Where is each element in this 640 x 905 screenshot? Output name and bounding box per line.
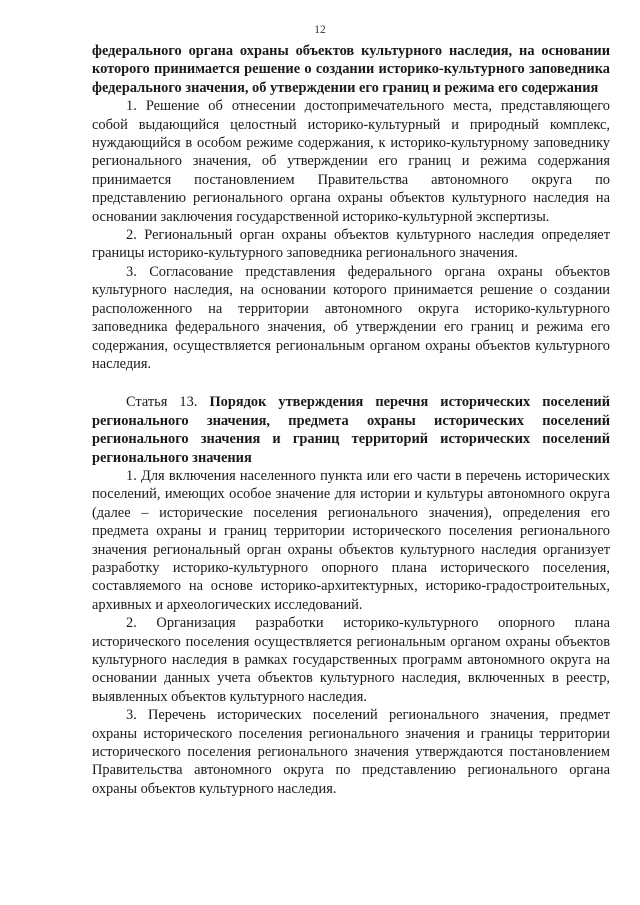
- paragraph-a-2: 2. Региональный орган охраны объектов культурного наследия определяет границы историко-культурного заповедника регионального значения.: [92, 227, 610, 262]
- document-body: [92, 42, 610, 798]
- paragraph-b-3: 3. Перечень исторических поселений регионального значения, предмет охраны исторического поселения регионального значения и границы территории исторического поселения регионального значения утверждаются постановлением Правительства автономного округа по представлению регионального органа охраны объектов культурного наследия.: [92, 707, 610, 797]
- article-number: Статья 13.: [126, 394, 198, 411]
- paragraph-b-1: 1. Для включения населенного пункта или его части в перечень исторических поселений, имеющих особое значение для истории и культуры автономного округа (далее – исторические поселения регионального значения), определения его предмета охраны и границ территории исторического поселения регионального значения региональный орган охраны объектов культурного наследия организует разработку историко-культурного опорного плана исторического поселения, составляемого на основе историко-архитектурных, историко-градостроительных, архивных и археологических исследований.: [92, 467, 610, 613]
- spacer: [92, 373, 610, 393]
- article-title: Порядок утверждения перечня исторических поселений регионального значения, предмета охраны исторических поселений регионального значения и границ территорий исторических поселений регионального значения: [92, 394, 610, 466]
- section-heading-continued: федерального органа охраны объектов культурного наследия, на основании которого принимается решение о создании историко-культурного заповедника федерального значения, об утверждении его границ и режима его содержания: [92, 43, 610, 96]
- paragraph-a-1: 1. Решение об отнесении достопримечательного места, представляющего собой выдающийся целостный историко-культурный и природный комплекс, нуждающийся в особом режиме содержания, к историко-культурному заповеднику регионального значения, об утверждении его границ и режима содержания принимается постановлением Правительства автономного округа по представлению регионального органа охраны объектов культурного наследия на основании заключения государственной историко-культурной экспертизы.: [92, 98, 610, 225]
- paragraph-b-2: 2. Организация разработки историко-культурного опорного плана исторического поселения осуществляется региональным органом охраны объектов культурного наследия в рамках государственных программ автономного округа на основании данных учета объектов культурного наследия, включенных в реестр, выявленных объектов культурного наследия.: [92, 615, 610, 705]
- page-number: 12: [314, 24, 326, 36]
- paragraph-a-3: 3. Согласование представления федерального органа охраны объектов культурного наследия, на основании которого принимается решение о создании расположенного на территории автономного округа историко-культурного заповедника федерального значения, об утверждении его границ и режима его содержания, осуществляется региональным органом охраны объектов культурного наследия.: [92, 263, 610, 372]
- article-heading: [92, 393, 610, 467]
